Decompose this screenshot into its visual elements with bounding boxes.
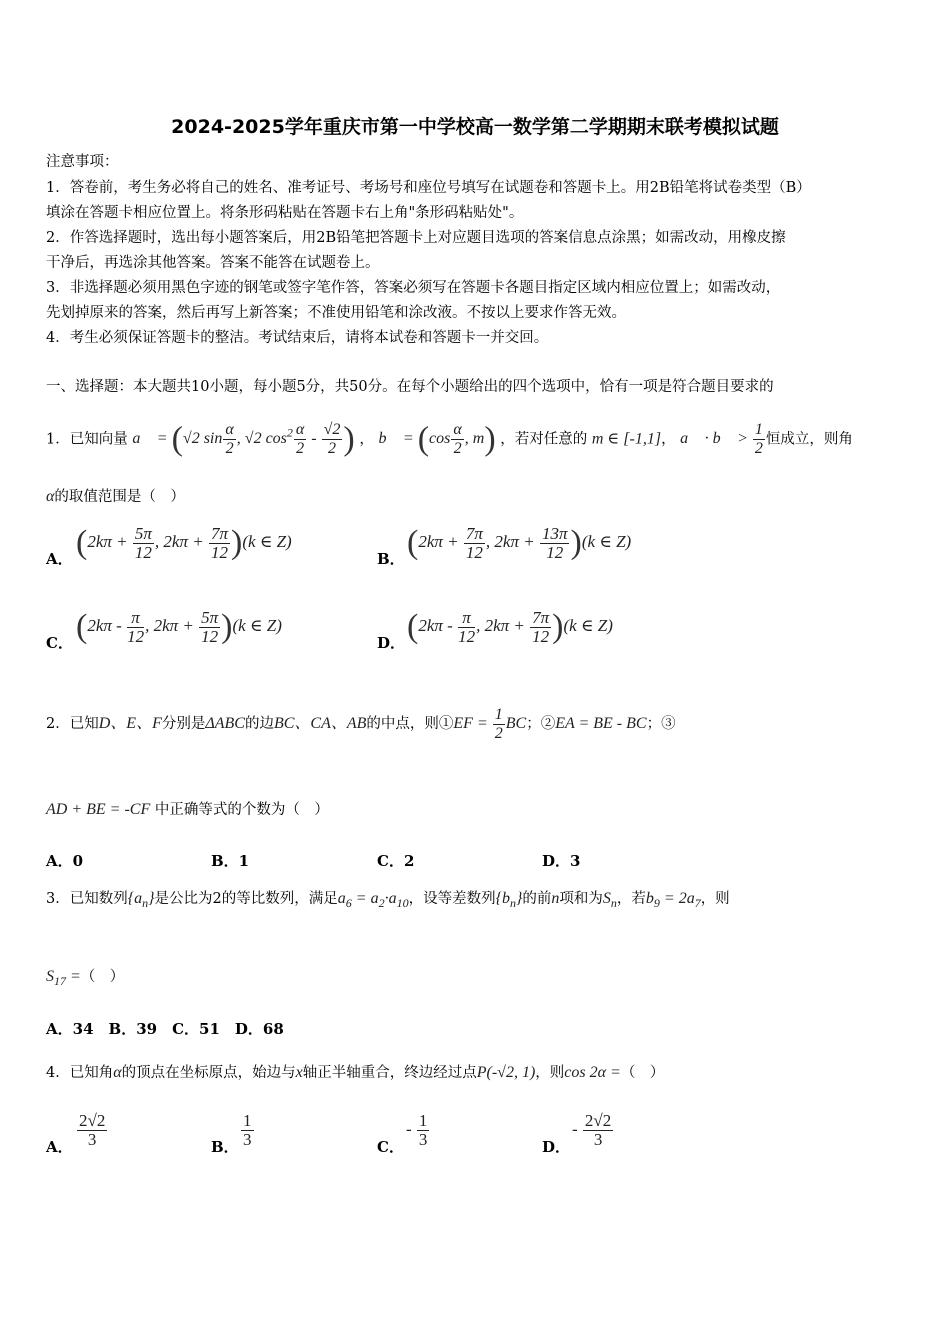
q2-option-d: D．3 (542, 852, 581, 870)
m-range-formula: m ∈ [-1,1] (591, 430, 662, 448)
question-text: 中正确等式的个数为（ ） (154, 802, 329, 818)
question-text: 已知向量 (69, 431, 128, 448)
question-text: 已知 (69, 716, 99, 732)
sequence-condition: $a_6 = a_2\cdot a_{10}$ (337, 890, 409, 911)
vector-a-formula: a⃗ = (√2 sin $\frac{\alpha}{2}$ , √2 $\cos^2$ $\frac{\alpha}{2}$ - $\frac{√2}{2}$ ) (132, 420, 355, 458)
notice-line: 1．答卷前，考生务必将自己的姓名、准考证号、考场号和座位号填写在试题卷和答题卡上。用2B铅笔将试卷类型（B） (46, 180, 811, 196)
q2-option-b: B．1 (211, 852, 250, 870)
question-number: 1． (46, 431, 70, 448)
section-heading: 一、选择题：本大题共10小题，每小题5分，共50分。在每个小题给出的四个选项中，恰有一项是符合题目要求的 (46, 379, 774, 395)
question-3 (46, 884, 730, 918)
q1-option-b-label: B． (377, 550, 405, 568)
notice-line: 2．作答选择题时，选出每小题答案后，用2B铅笔把答题卡上对应题目选项的答案信息点涂黑；如需改动，用橡皮擦 (46, 230, 786, 246)
question-1-cont (46, 487, 185, 507)
question-1 (46, 418, 853, 458)
question-number: 2． (46, 716, 70, 732)
sequence-b: $\{b_n\}$ (495, 890, 523, 911)
equation-3: AD + BE = -CF (46, 801, 151, 818)
question-text: 的取值范围是（ ） (54, 489, 185, 505)
alpha-symbol: α (46, 488, 55, 505)
q4-option-b-label: B． (211, 1138, 239, 1156)
question-text: ；② (526, 716, 556, 732)
q4-option-c-label: C． (377, 1138, 404, 1156)
q4-option-d-label: D． (542, 1138, 571, 1156)
q4-option-c-formula: - $\frac{1}{3}$ (406, 1111, 428, 1149)
page-title: 2024-2025学年重庆市第一中学校高一数学第二学期期末联考模拟试题 (171, 116, 779, 138)
q4-option-d-formula: - $\frac{2√2}{3}$ (572, 1111, 612, 1149)
question-text: 恒成立，则角 (765, 431, 853, 448)
question-2-cont (46, 795, 329, 825)
q1-option-a-formula: (2kπ + $\frac{5\pi}{12}$ , 2kπ + $\frac{7\pi}{12}$ )(k ∈ Z) (76, 523, 292, 562)
vector-b-formula: b⃗ = (cos $\frac{\alpha}{2}$ , m) (378, 420, 496, 458)
q1-option-d-formula: (2kπ - $\frac{\pi}{12}$ , 2kπ + $\frac{7\pi}{12}$ )(k ∈ Z) (407, 607, 613, 646)
question-2 (46, 704, 676, 744)
cos-2alpha: cos 2α = (564, 1064, 621, 1081)
question-number: 3． (46, 891, 70, 907)
alpha-symbol: α (113, 1064, 122, 1081)
q2-option-c: C．2 (377, 852, 415, 870)
question-text: （ ） (80, 969, 125, 985)
notice-line: 3．非选择题必须用黑色字迹的钢笔或签字笔作答，答案必须写在答题卡各题目指定区域内相应位置上；如需改动， (46, 280, 781, 296)
q1-option-d-label: D． (377, 634, 406, 652)
question-text: ，若对任意的 (500, 431, 588, 448)
notice-line: 填涂在答题卡相应位置上。将条形码粘贴在答题卡右上角"条形码粘贴处"。 (46, 205, 524, 221)
question-text: ，则 (700, 891, 730, 907)
q4-option-a-formula: $\frac{2√2}{3}$ (79, 1111, 106, 1149)
q1-option-c-formula: (2kπ - $\frac{\pi}{12}$ , 2kπ + $\frac{5\pi}{12}$ )(k ∈ Z) (76, 607, 282, 646)
question-text: 的边 (244, 716, 274, 732)
question-text: ；③ (646, 716, 676, 732)
question-text: ， (359, 431, 374, 448)
q3-options: A．34 B．39 C．51 D．68 (46, 1020, 284, 1038)
q1-option-a-label: A． (46, 550, 73, 568)
equation-1: EF = $\frac{1}{2}$ BC (453, 705, 527, 742)
notice-line: 先划掉原来的答案，然后再写上新答案；不准使用铅笔和涂改液。不按以上要求作答无效。 (46, 305, 626, 321)
question-text: ，设等差数列 (408, 891, 496, 907)
q1-option-c-label: C． (46, 634, 73, 652)
notice-line: 干净后，再选涂其他答案。答案不能答在试题卷上。 (46, 255, 380, 271)
sn-symbol: $S_n$ (602, 890, 617, 911)
question-text: 项和为 (559, 891, 603, 907)
q1-option-b-formula: (2kπ + $\frac{7\pi}{12}$ , 2kπ + $\frac{13\pi}{12}$ )(k ∈ Z) (407, 523, 632, 562)
question-text: 的前 (522, 891, 552, 907)
sequence-a: $\{a_n\}$ (127, 890, 155, 911)
question-text: （ ） (620, 1065, 665, 1081)
n-symbol: n (551, 890, 560, 907)
question-text: ，则 (535, 1065, 565, 1081)
question-text: 的中点，则① (366, 716, 454, 732)
dot-product-formula: a⃗ · b⃗ > $\frac{1}{2}$ (680, 421, 763, 458)
q4-option-b-formula: $\frac{1}{3}$ (243, 1111, 252, 1149)
question-text: 已知数列 (69, 891, 128, 907)
question-4 (46, 1058, 664, 1088)
q2-option-a: A．0 (46, 852, 84, 870)
b9-condition: $b_9 = 2a_7$ (645, 890, 701, 911)
question-text: 是公比为2的等比数列，满足 (154, 891, 338, 907)
sides: BC、CA、AB (273, 715, 367, 732)
question-text: 分别是 (161, 716, 206, 732)
s17-symbol: $S_{17}$ = (46, 968, 81, 989)
point-p: P(-√2, 1) (476, 1064, 536, 1081)
question-number: 4． (46, 1065, 70, 1081)
notice-heading: 注意事项： (46, 154, 119, 170)
x-symbol: x (295, 1064, 303, 1081)
question-text: ， (661, 431, 676, 448)
points-def: D、E、F (98, 715, 162, 732)
question-text: 的顶点在坐标原点，始边与 (121, 1065, 296, 1081)
question-text: ，若 (616, 891, 646, 907)
triangle-abc: ΔABC (205, 715, 245, 732)
question-text: 已知角 (69, 1065, 114, 1081)
q4-option-a-label: A． (46, 1138, 73, 1156)
question-text: 轴正半轴重合，终边经过点 (302, 1065, 477, 1081)
question-3-cont (46, 962, 124, 996)
equation-2: EA = BE - BC (555, 715, 647, 732)
notice-line: 4．考生必须保证答题卡的整洁。考试结束后，请将本试卷和答题卡一并交回。 (46, 330, 549, 346)
